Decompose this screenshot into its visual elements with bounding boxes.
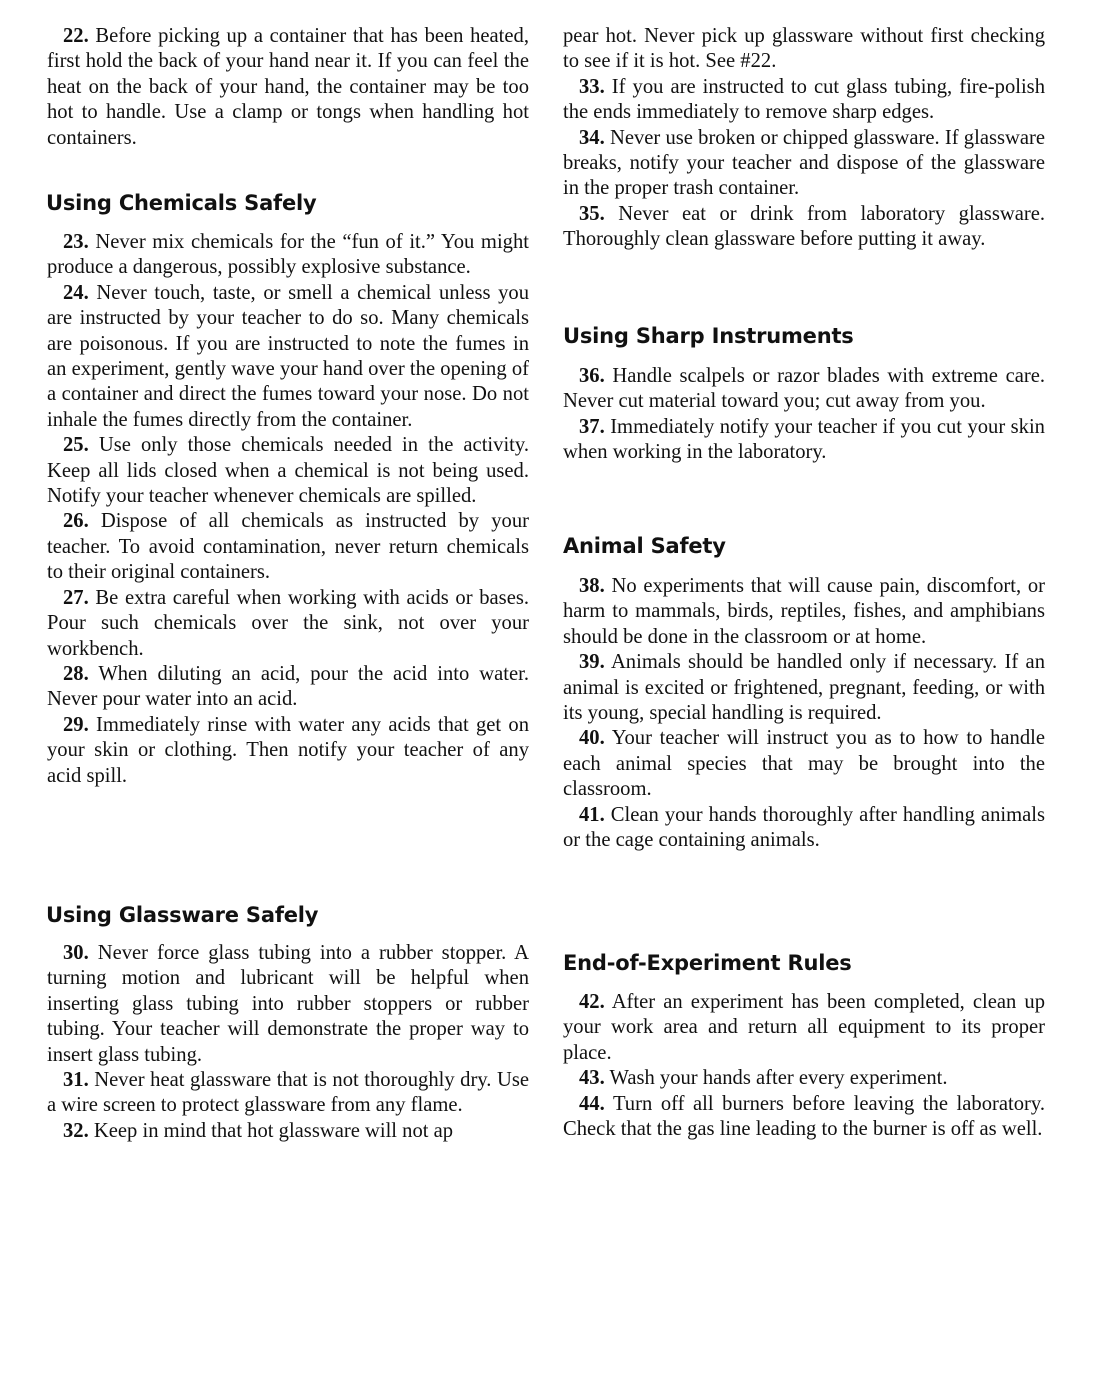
rule-38 — [563, 574, 1045, 650]
rule-number: 23. — [63, 231, 89, 253]
rule-35 — [563, 202, 1045, 253]
rule-33 — [563, 75, 1045, 126]
rule-text: Dispose of all chemicals as instructed by your teacher. To avoid contamination, never return chemicals to their original containers. — [47, 510, 529, 584]
rule-text: Keep in mind that hot glassware will not ap — [93, 1119, 454, 1142]
rule-42 — [563, 990, 1045, 1066]
rule-text: If you are instructed to cut glass tubing, fire-polish the ends immediately to remove sharp edges. — [563, 75, 1045, 124]
rule-41 — [563, 803, 1045, 854]
rule-number: 29. — [63, 713, 89, 736]
rule-text: Never mix chemicals for the “fun of it.” You might produce a dangerous, possibly explosive substance. — [47, 231, 529, 279]
rule-number: 31. — [63, 1069, 89, 1092]
rule-number: 41. — [579, 803, 605, 826]
rule-number: 37. — [579, 415, 605, 438]
rule-22 — [47, 24, 529, 151]
rule-text: Immediately notify your teacher if you cut your skin when working in the laboratory. — [563, 415, 1045, 464]
heading-using-glassware-safely: Using Glassware Safely — [46, 903, 319, 927]
rule-text: Before picking up a container that has been heated, first hold the back of your hand near it. If you can feel the heat on the back of your hand, the container may be too hot to handle. Use a clamp or tongs when handling hot containers. — [47, 25, 529, 149]
rule-number: 33. — [579, 75, 605, 98]
rule-number: 22. — [63, 25, 89, 47]
rule-text: When diluting an acid, pour the acid into water. Never pour water into an acid. — [47, 662, 529, 711]
rule-number: 35. — [579, 202, 605, 225]
rule-text: Be extra careful when working with acids or bases. Pour such chemicals over the sink, not over your workbench. — [47, 586, 529, 660]
rule-number: 32. — [63, 1119, 89, 1142]
rule-number: 40. — [579, 727, 605, 750]
heading-using-chemicals-safely: Using Chemicals Safely — [46, 191, 317, 215]
rule-number: 36. — [579, 365, 605, 387]
rule-32-continued: pear hot. Never pick up glassware without first checking to see if it is hot. See #22. — [563, 25, 1045, 73]
rule-text: Never eat or drink from laboratory glassware. Thoroughly clean glassware before putting it away. — [563, 202, 1045, 251]
rule-text: Use only those chemicals needed in the activity. Keep all lids closed when a chemical is not being used. Notify your teacher whenever chemicals are spilled. — [47, 434, 529, 508]
rule-number: 34. — [579, 126, 605, 149]
rule-text: No experiments that will cause pain, discomfort, or harm to mammals, birds, reptiles, fishes, and amphibians should be done in the classroom or at home. — [563, 575, 1045, 648]
rule-text: Animals should be handled only if necessary. If an animal is excited or frightened, pregnant, feeding, or with its young, special handling is required. — [563, 651, 1045, 725]
animal-rules — [563, 574, 1045, 853]
rule-number: 44. — [579, 1092, 605, 1115]
rule-text: Never force glass tubing into a rubber stopper. A turning motion and lubricant will be helpful when inserting glass tubing into rubber stoppers or rubber tubing. Your teacher will demonstrate the proper way to insert glass tubing. — [47, 942, 529, 1066]
heading-end-of-experiment-rules: End-of-Experiment Rules — [563, 951, 852, 975]
rule-28 — [47, 662, 529, 713]
glassware-rules-right — [563, 24, 1045, 253]
rule-29 — [47, 713, 529, 789]
rule-23 — [47, 230, 529, 281]
rule-31 — [47, 1068, 529, 1119]
rule-text: Handle scalpels or razor blades with extreme care. Never cut material toward you; cut away from you. — [563, 365, 1045, 413]
rule-text: Immediately rinse with water any acids that get on your skin or clothing. Then notify your teacher of any acid spill. — [47, 713, 529, 787]
rule-36 — [563, 364, 1045, 415]
rule-24 — [47, 281, 529, 433]
rule-39 — [563, 650, 1045, 726]
rule-number: 28. — [63, 662, 89, 685]
rule-number: 30. — [63, 942, 89, 964]
rule-34 — [563, 126, 1045, 202]
rule-text: After an experiment has been completed, clean up your work area and return all equipment to its proper place. — [563, 991, 1045, 1064]
rule-text: Never touch, taste, or smell a chemical unless you are instructed by your teacher to do so. Many chemicals are poisonous. If you are instructed to note the fumes in an experiment, gently wave your hand over the opening of a container and direct the fumes toward your nose. Do not inhale the fumes directly from the container. — [47, 281, 530, 431]
rule-27 — [47, 586, 529, 662]
heading-using-sharp-instruments: Using Sharp Instruments — [563, 324, 854, 348]
rule-text: Never use broken or chipped glassware. If glassware breaks, notify your teacher and dispose of the glassware in the proper trash container. — [563, 126, 1045, 200]
rule-number: 24. — [63, 281, 89, 304]
rule-44 — [563, 1092, 1045, 1143]
rule-text: Clean your hands thoroughly after handling animals or the cage containing animals. — [563, 803, 1045, 852]
rule-number: 26. — [63, 510, 89, 533]
rule-number: 25. — [63, 434, 89, 457]
sharp-rules — [563, 364, 1045, 466]
rule-text: Never heat glassware that is not thoroughly dry. Use a wire screen to protect glassware from any flame. — [47, 1069, 530, 1117]
rule-43 — [563, 1066, 1045, 1091]
rule-26 — [47, 509, 529, 585]
chemicals-rules — [47, 230, 529, 789]
rule-30 — [47, 941, 529, 1068]
rule-40 — [563, 726, 1045, 802]
rule-32 — [47, 1119, 529, 1144]
heading-animal-safety: Animal Safety — [563, 534, 726, 558]
rule-text: Turn off all burners before leaving the laboratory. Check that the gas line leading to the burner is off as well. — [563, 1092, 1045, 1141]
rule-37 — [563, 415, 1045, 466]
end-rules — [563, 990, 1045, 1142]
rule-number: 38. — [579, 575, 605, 597]
rule-25 — [47, 433, 529, 509]
rule-text: Your teacher will instruct you as to how to handle each animal species that may be brought into the classroom. — [563, 727, 1045, 801]
rule-number: 27. — [63, 586, 89, 609]
rule-number: 42. — [579, 991, 605, 1013]
glassware-rules-left — [47, 941, 529, 1144]
rule-number: 39. — [579, 651, 605, 674]
rule-text: Wash your hands after every experiment. — [609, 1067, 948, 1090]
rule-number: 43. — [579, 1067, 605, 1090]
